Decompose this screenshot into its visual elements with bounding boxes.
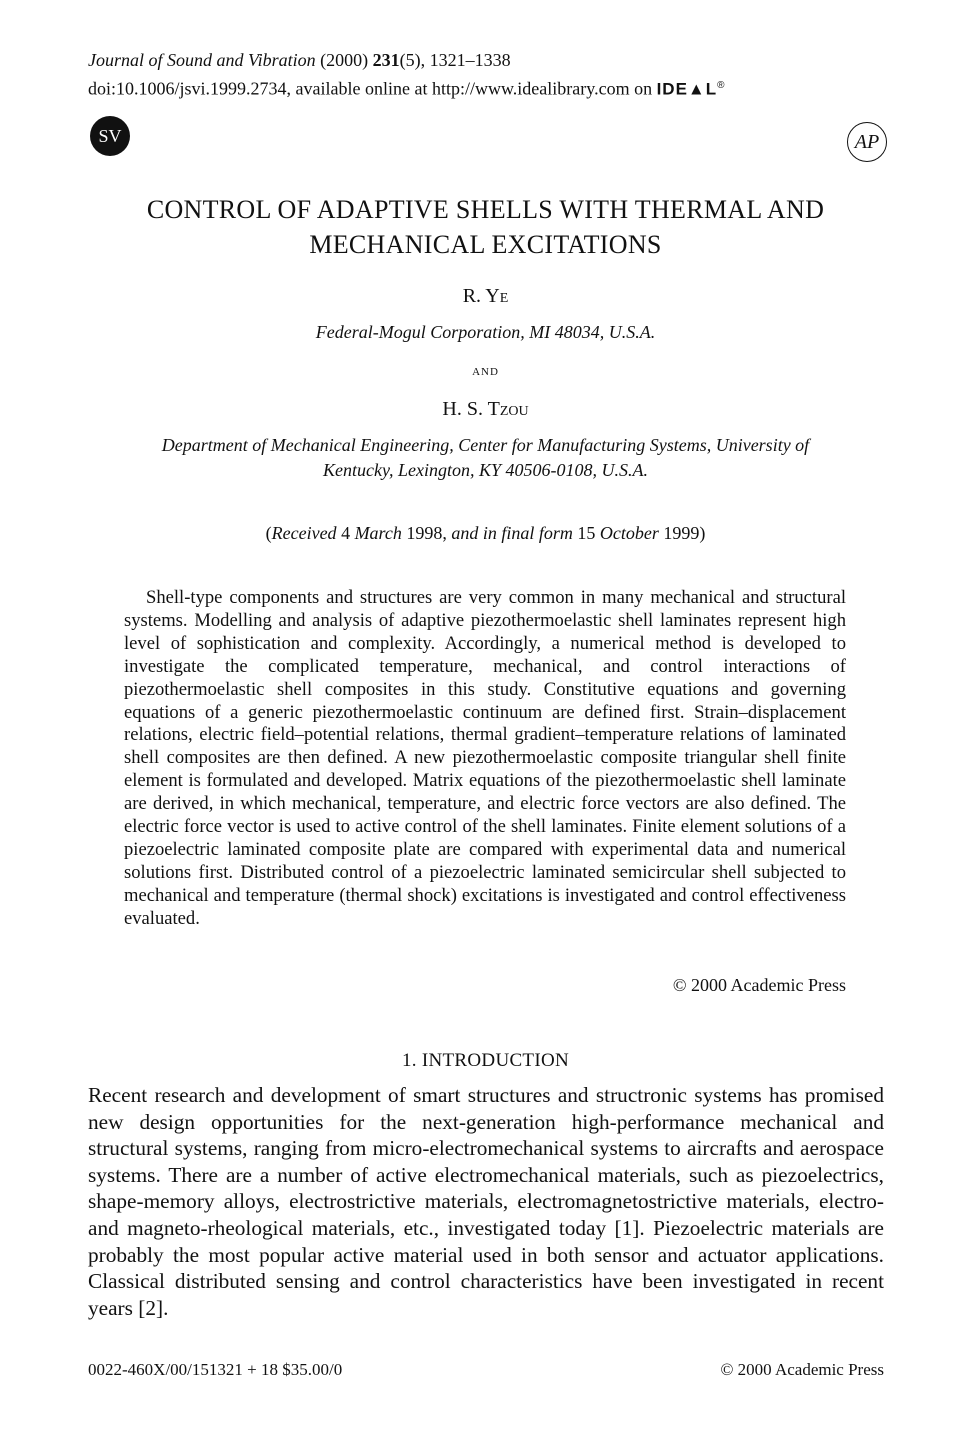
affiliation-2: Department of Mechanical Engineering, Center for Manufacturing Systems, University of Kentucky, Lexington, KY 40506-0108, U.S.A. <box>161 435 810 480</box>
abstract-copyright: © 2000 Academic Press <box>672 975 846 995</box>
paper-title-text: CONTROL OF ADAPTIVE SHELLS WITH THERMAL AND MECHANICAL EXCITATIONS <box>146 195 825 259</box>
author-1: R. Ye <box>462 285 509 307</box>
ideal-logo: IDE▲L® <box>656 79 726 99</box>
introduction-paragraph: Recent research and development of smart structures and structronic systems has promised new design opportunities for the next-generation high-performance mechanical and structural systems, ranging from micro-electromechanical systems to aircrafts and aerospace systems. There are a number of active electromechanical materials, such as piezoelectrics, shape-memory alloys, electrostrictive materials, electromagnetostrictive materials, electro- and magneto-rheological materials, etc., investigated today [1]. Piezoelectric materials are probably the most popular active material used in both sensor and actuator applications. Classical distributed sensing and control characteristics have been investigated in recent years [2]. <box>88 1083 884 1320</box>
author-separator: and <box>472 363 499 379</box>
footer-copyright: © 2000 Academic Press <box>720 1360 884 1379</box>
journal-year: (2000) <box>320 50 369 70</box>
received-dates: (Received 4 March 1998, and in final form 15 October 1999) <box>265 523 706 543</box>
doi-line <box>88 73 726 102</box>
affiliation-1: Federal-Mogul Corporation, MI 48034, U.S.A. <box>315 322 656 342</box>
paper-title <box>0 192 971 262</box>
journal-citation <box>88 48 511 73</box>
sv-logo-icon: SV <box>90 116 130 156</box>
abstract: Shell-type components and structures are very common in many mechanical and structural systems. Modelling and analysis of adaptive piezothermoelastic shell laminates represent high level of sophistication and complexity. Accordingly, a numerical method is developed to investigate the complicated temperature, mechanical, and control interactions of piezothermoelastic shell composites in this study. Constitutive equations and governing equations of a generic piezothermoelastic continuum are defined first. Strain–displacement relations, electric field–potential relations, thermal gradient–temperature relations of laminated shell composites are then defined. A new piezothermoelastic composite triangular shell finite element is formulated and developed. Matrix equations of the piezothermoelastic shell laminate are derived, in which mechanical, temperature, and electric force vectors are also defined. The electric force vector is used to active control of the shell laminates. Finite element solutions of a piezoelectric laminated composite plate are compared with experimental data and numerical solutions first. Distributed control of a piezoelectric laminated semicircular shell subjected to mechanical and temperature (thermal shock) excitations is investigated and control effectiveness evaluated. <box>124 587 846 929</box>
journal-issue-pages: (5), 1321–1338 <box>399 50 511 70</box>
doi-text: doi:10.1006/jsvi.1999.2734, available online at http://www.idealibrary.com on <box>88 78 653 99</box>
author-2: H. S. Tzou <box>442 398 529 420</box>
footer-code: 0022-460X/00/151321 + 18 $35.00/0 <box>88 1360 343 1379</box>
ap-logo-icon: AP <box>847 122 887 162</box>
journal-name: Journal of Sound and Vibration <box>88 50 316 70</box>
journal-volume: 231 <box>372 50 400 70</box>
section-heading: 1. INTRODUCTION <box>401 1050 570 1071</box>
